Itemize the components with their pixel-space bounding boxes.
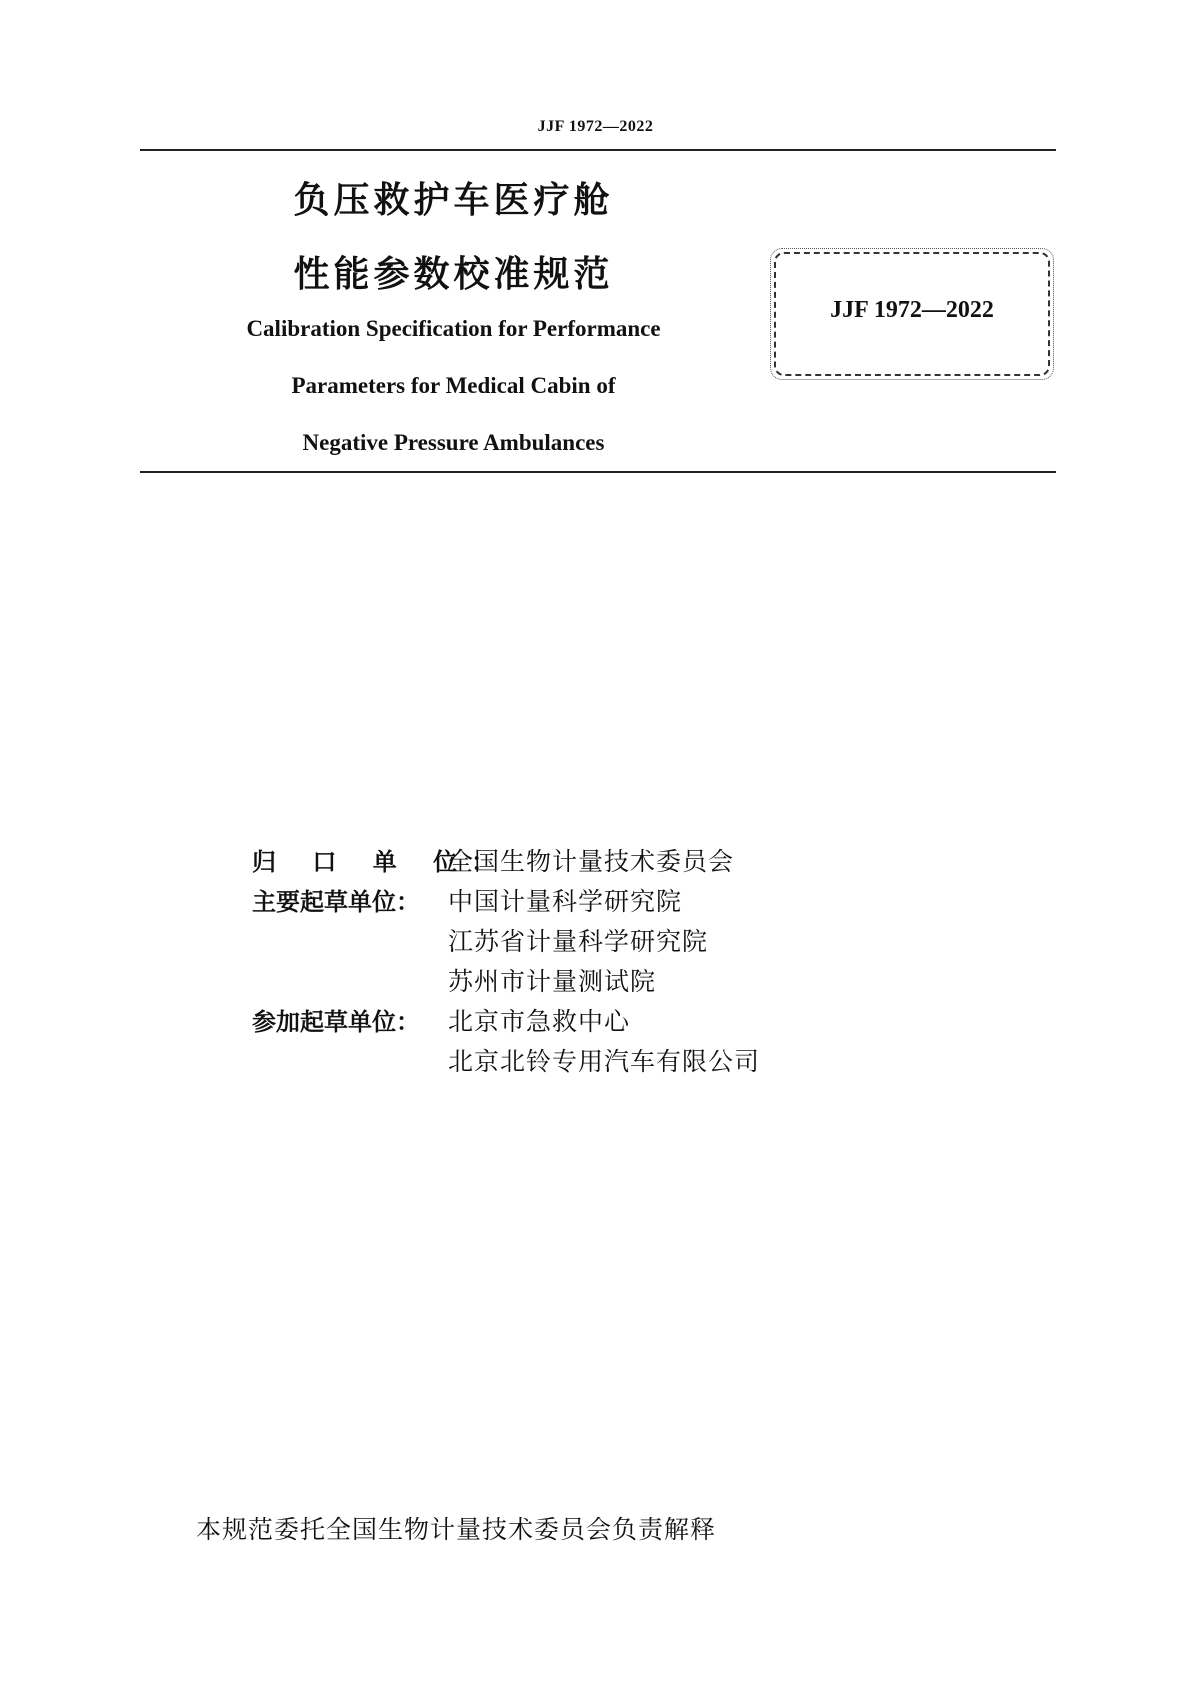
org-participating-label: 参加起草单位：: [252, 1008, 420, 1036]
org-main-drafting-value-2: 江苏省计量科学研究院: [448, 927, 709, 956]
org-responsible-label: 归 口 单 位：: [252, 848, 510, 876]
title-en-line3: Negative Pressure Ambulances: [302, 430, 605, 455]
top-rule: [140, 149, 1056, 151]
org-participating-value-2: 北京北铃专用汽车有限公司: [448, 1047, 761, 1076]
title-zh-line2: 性能参数校准规范: [293, 254, 614, 295]
title-zh-line1: 负压救护车医疗舱: [293, 180, 614, 221]
bottom-rule: [140, 471, 1056, 473]
org-main-drafting-value-3: 苏州市计量测试院: [448, 967, 657, 996]
org-participating-value-1: 北京市急救中心: [448, 1007, 631, 1036]
code-box-text: JJF 1972—2022: [830, 297, 994, 323]
org-main-drafting-value-1: 中国计量科学研究院: [448, 887, 683, 916]
org-main-drafting-label: 主要起草单位：: [252, 888, 420, 916]
footer-interpretation-note: 本规范委托全国生物计量技术委员会负责解释: [196, 1515, 717, 1544]
org-responsible-value: 全国生物计量技术委员会: [448, 847, 735, 876]
header-standard-code: JJF 1972—2022: [537, 118, 654, 135]
title-en-line2: Parameters for Medical Cabin of: [291, 373, 616, 398]
title-en-line1: Calibration Specification for Performance: [246, 316, 661, 341]
